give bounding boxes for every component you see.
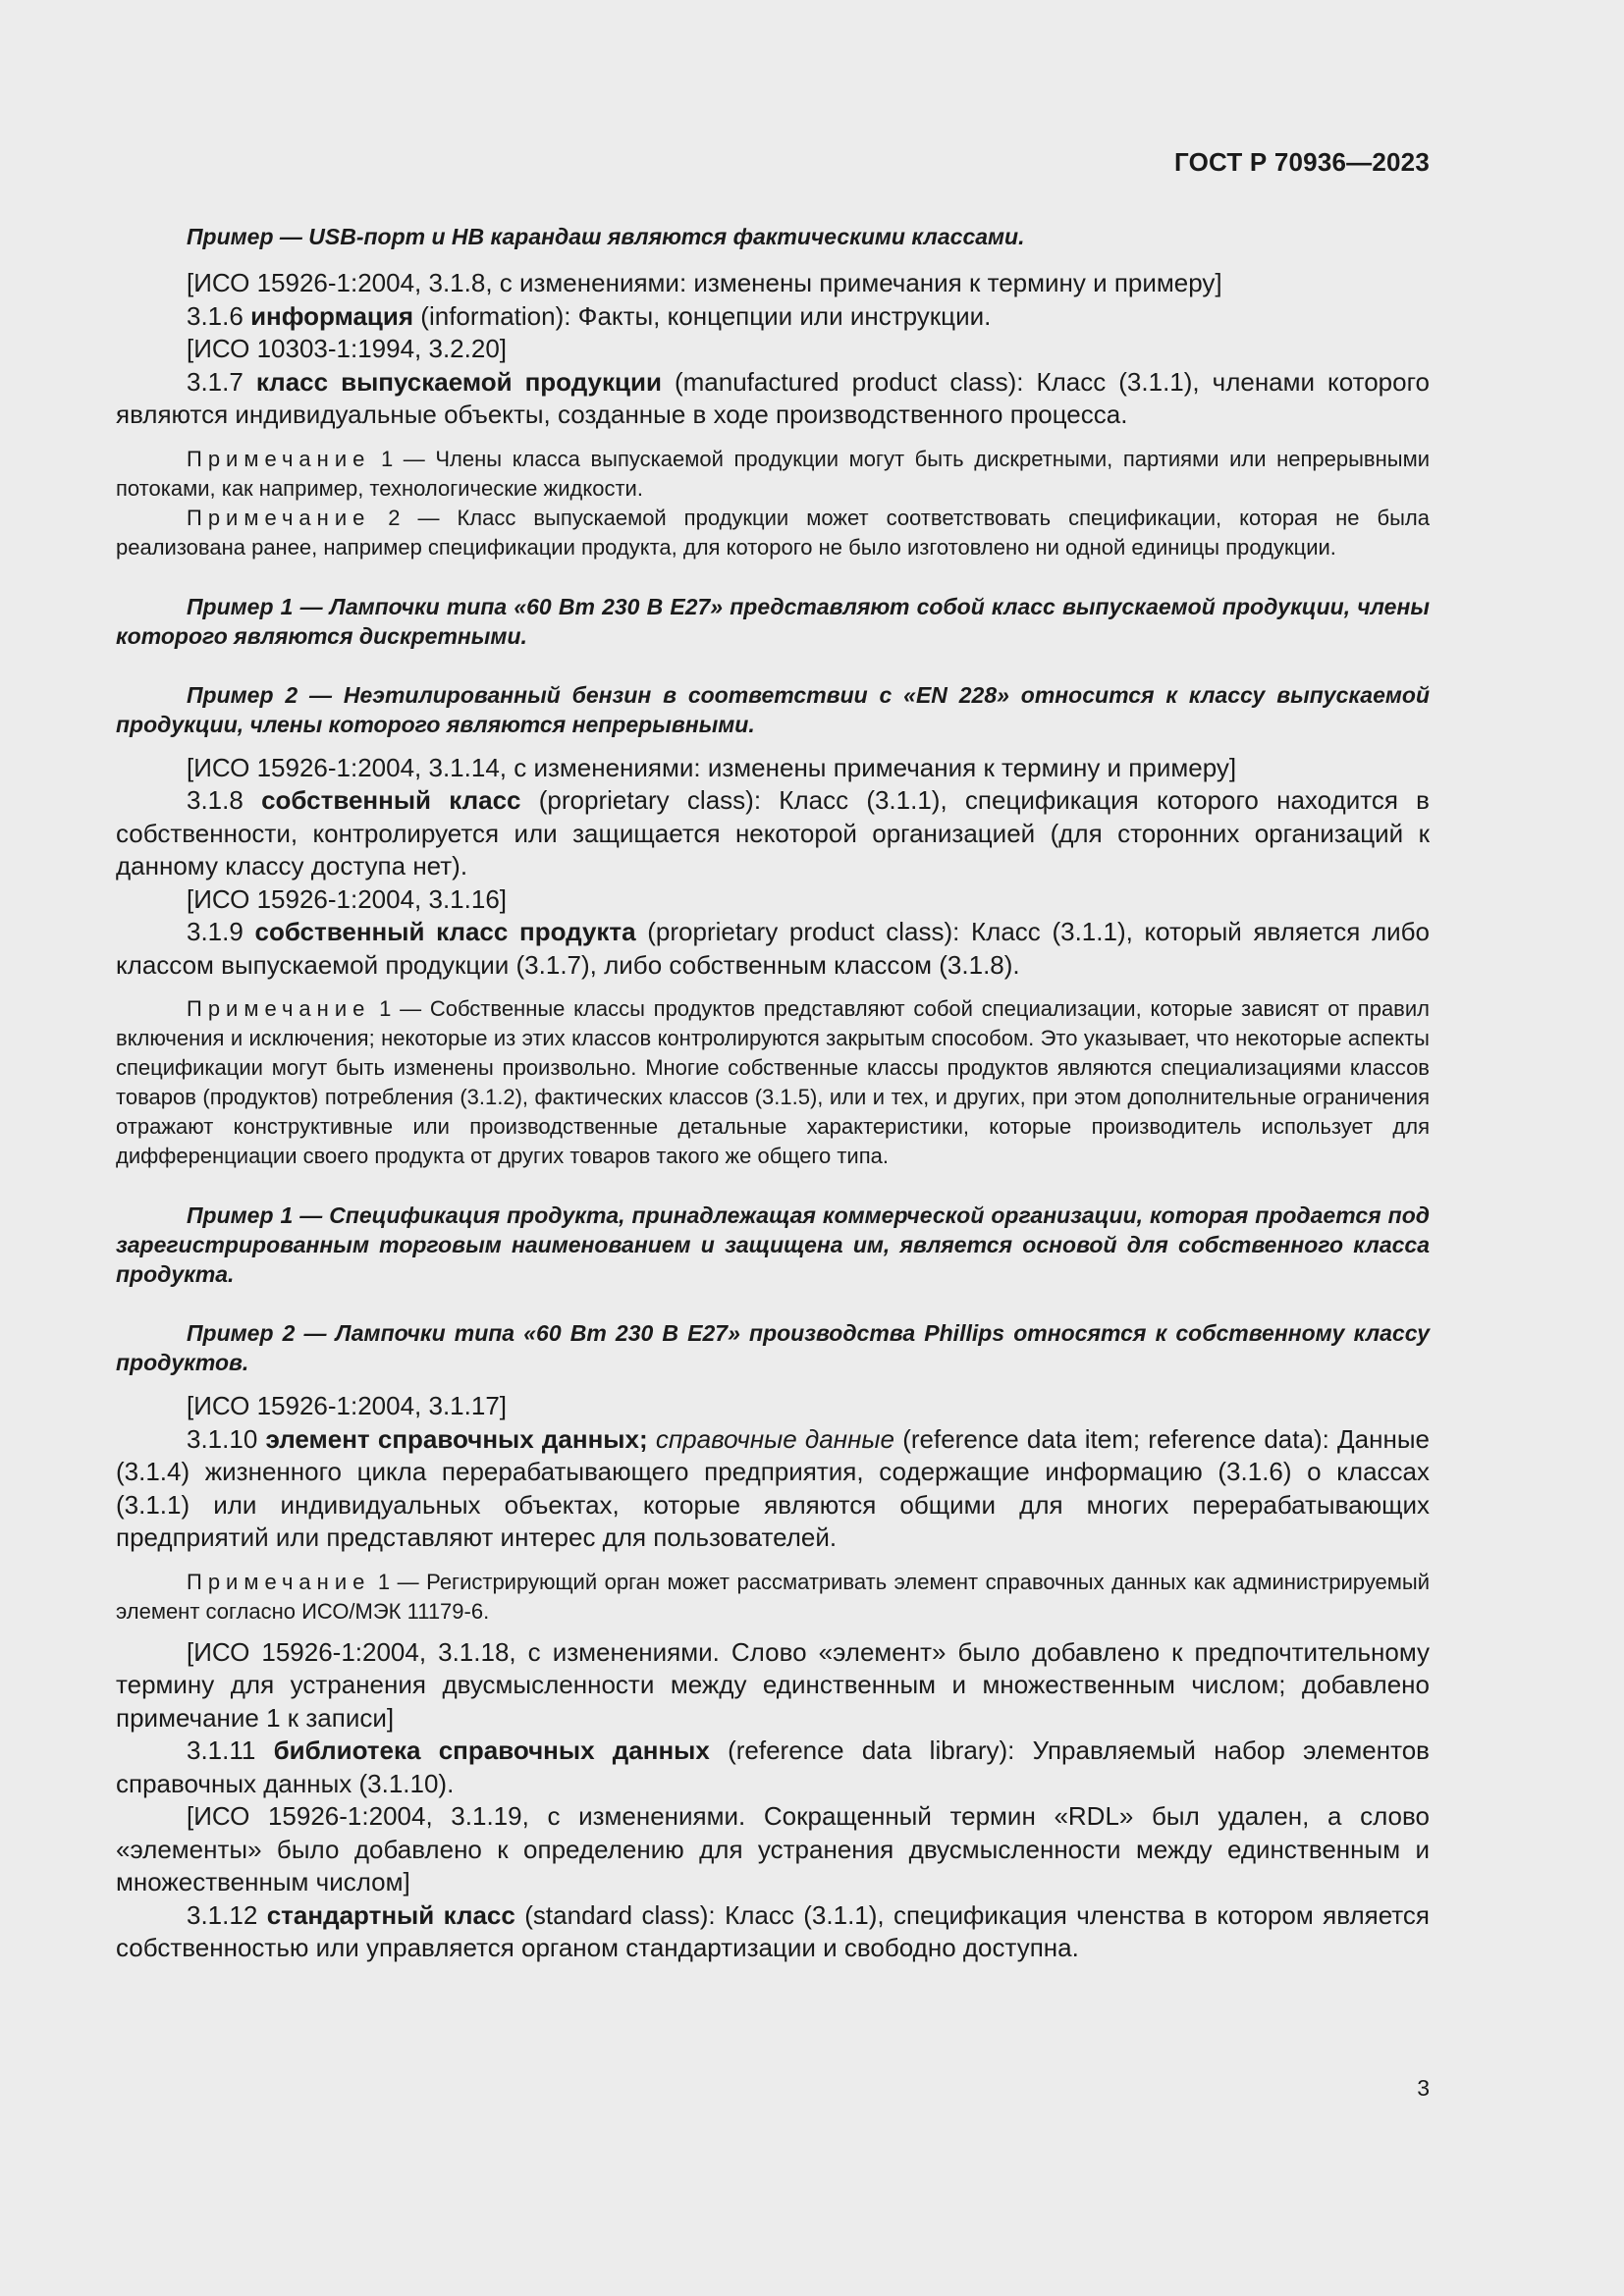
example-3-1-9-1: Пример 1 — Спецификация продукта, принадлежащая коммерческой организации, которая продается под зарегистрированным торговым наименованием и защищена им, является основой для собственного класса продукта. xyxy=(116,1202,1430,1287)
term-entry-3-1-10 xyxy=(116,1423,1430,1555)
example-3-1-9-2: Пример 2 — Лампочки типа «60 Вт 230 В E27» производства Phillips относятся к собственному классу продуктов. xyxy=(116,1320,1430,1375)
note-text: 1 — Собственные классы продуктов представляют собой специализации, которые зависят от правил включения и исключения; некоторые из этих классов контролируются закрытым способом. Это указывает, что некоторые аспекты спецификации могут быть изменены произвольно. Многие собственные классы продуктов являются специализациями классов товаров (продуктов) потребления (3.1.2), фактических классов (3.1.5), или и тех, и других, при этом дополнительные ограничения отражают конструктивные или производственные детальные характеристики, которые производитель использует для дифференциации своего продукта от других товаров такого же общего типа. xyxy=(116,996,1430,1168)
term-number: 3.1.7 xyxy=(187,366,244,397)
note-3-1-7-1 xyxy=(116,445,1430,504)
reference-line: [ИСО 15926-1:2004, 3.1.18, с изменениями. Слово «элемент» было добавлено к предпочтительному термину для устранения двусмысленности между единственным и множественным числом; добавлено примечание 1 к записи] xyxy=(116,1636,1430,1733)
reference-line: [ИСО 15926-1:2004, 3.1.19, с изменениями. Сокращенный термин «RDL» был удален, а слово «элементы» было добавлено к определению для устранения двусмысленности между единственным и множественным числом] xyxy=(116,1801,1430,1896)
reference-line: [ИСО 10303-1:1994, 3.2.20] xyxy=(187,334,508,363)
note-text: 2 — Класс выпускаемой продукции может соответствовать спецификации, которая не была реализована ранее, например спецификации продукта, для которого не было изготовлено ни одной единицы продукции. xyxy=(116,505,1430,560)
term-number: 3.1.8 xyxy=(187,785,244,815)
term-number: 3.1.9 xyxy=(187,917,244,946)
note-label: Примечание xyxy=(187,446,371,471)
term-name: собственный класс продукта xyxy=(254,917,636,946)
term-definition: (proprietary product class): Класс (3.1.1), который является либо классом выпускаемой продукции (3.1.7), либо собственным классом (3.1.8). xyxy=(116,917,1430,980)
reference-line: [ИСО 15926-1:2004, 3.1.17] xyxy=(187,1391,508,1420)
note-label: Примечание xyxy=(187,505,371,530)
example-3-1-7-2: Пример 2 — Неэтилированный бензин в соответствии с «EN 228» относится к классу выпускаемой продукции, члены которого являются непрерывными. xyxy=(116,681,1430,737)
term-name: стандартный класс xyxy=(266,1899,515,1930)
term-name: класс выпускаемой продукции xyxy=(255,366,662,397)
reference-line: [ИСО 15926-1:2004, 3.1.16] xyxy=(187,883,508,914)
term-definition: (manufactured product class): Класс (3.1.1), членами которого являются индивидуальные объекты, созданные в ходе производственного процесса. xyxy=(116,366,1430,429)
term-number: 3.1.12 xyxy=(187,1899,258,1930)
term-number: 3.1.10 xyxy=(187,1423,258,1454)
note-text: 1 — Регистрирующий орган может рассматривать элемент справочных данных как администрируемый элемент согласно ИСО/МЭК 11179-6. xyxy=(116,1569,1430,1624)
page-number: 3 xyxy=(1417,2075,1430,2101)
term-definition: (information): Факты, концепции или инструкции. xyxy=(413,300,992,331)
term-entry-3-1-6 xyxy=(116,300,1430,334)
term-name: библиотека справочных данных xyxy=(273,1735,710,1765)
note-3-1-7-2 xyxy=(116,504,1430,562)
term-number: 3.1.11 xyxy=(187,1735,256,1765)
term-entry-3-1-7 xyxy=(116,366,1430,432)
note-text: 1 — Члены класса выпускаемой продукции могут быть дискретными, партиями или непрерывными потоками, как например, технологические жидкости. xyxy=(116,446,1430,501)
reference-line: [ИСО 15926-1:2004, 3.1.14, с изменениями: изменены примечания к термину и примеру] xyxy=(187,752,1237,782)
term-definition: (reference data item; reference data): Данные (3.1.4) жизненного цикла перерабатывающего предприятия, содержащие информацию (3.1.6) о классах (3.1.1) или индивидуальных объектах, которые являются общими для многих перерабатывающих предприятий или представляют интерес для пользователей. xyxy=(116,1423,1430,1552)
note-3-1-9-1 xyxy=(116,994,1430,1171)
document-header: ГОСТ Р 70936—2023 xyxy=(1174,147,1430,177)
reference-line: [ИСО 15926-1:2004, 3.1.8, с изменениями: изменены примечания к термину и примеру] xyxy=(187,268,1222,297)
term-entry-3-1-9 xyxy=(116,916,1430,982)
term-synonym: справочные данные xyxy=(655,1423,894,1454)
term-entry-3-1-11 xyxy=(116,1735,1430,1800)
note-label: Примечание xyxy=(187,1569,371,1594)
term-entry-3-1-12 xyxy=(116,1899,1430,1965)
document-body xyxy=(116,222,1430,1965)
example-usb: Пример — USB-порт и HB карандаш являются фактическими классами. xyxy=(187,224,1025,249)
term-entry-3-1-8 xyxy=(116,784,1430,883)
term-definition: (proprietary class): Класс (3.1.1), спецификация которого находится в собственности, контролируется или защищается некоторой организацией (для сторонних организаций к данному классу доступа нет). xyxy=(116,785,1430,881)
note-label: Примечание xyxy=(187,996,371,1021)
term-definition: (reference data library): Управляемый набор элементов справочных данных (3.1.10). xyxy=(116,1735,1430,1798)
term-name: элемент справочных данных; xyxy=(265,1423,648,1454)
term-name: информация xyxy=(250,300,414,331)
term-name: собственный класс xyxy=(261,785,521,815)
example-3-1-7-1: Пример 1 — Лампочки типа «60 Вт 230 В E27» представляют собой класс выпускаемой продукции, члены которого являются дискретными. xyxy=(116,593,1430,649)
term-definition: (standard class): Класс (3.1.1), спецификация членства в котором является собственностью или управляется органом стандартизации и свободно доступна. xyxy=(116,1899,1430,1962)
note-3-1-10-1 xyxy=(116,1568,1430,1627)
term-number: 3.1.6 xyxy=(187,300,244,331)
